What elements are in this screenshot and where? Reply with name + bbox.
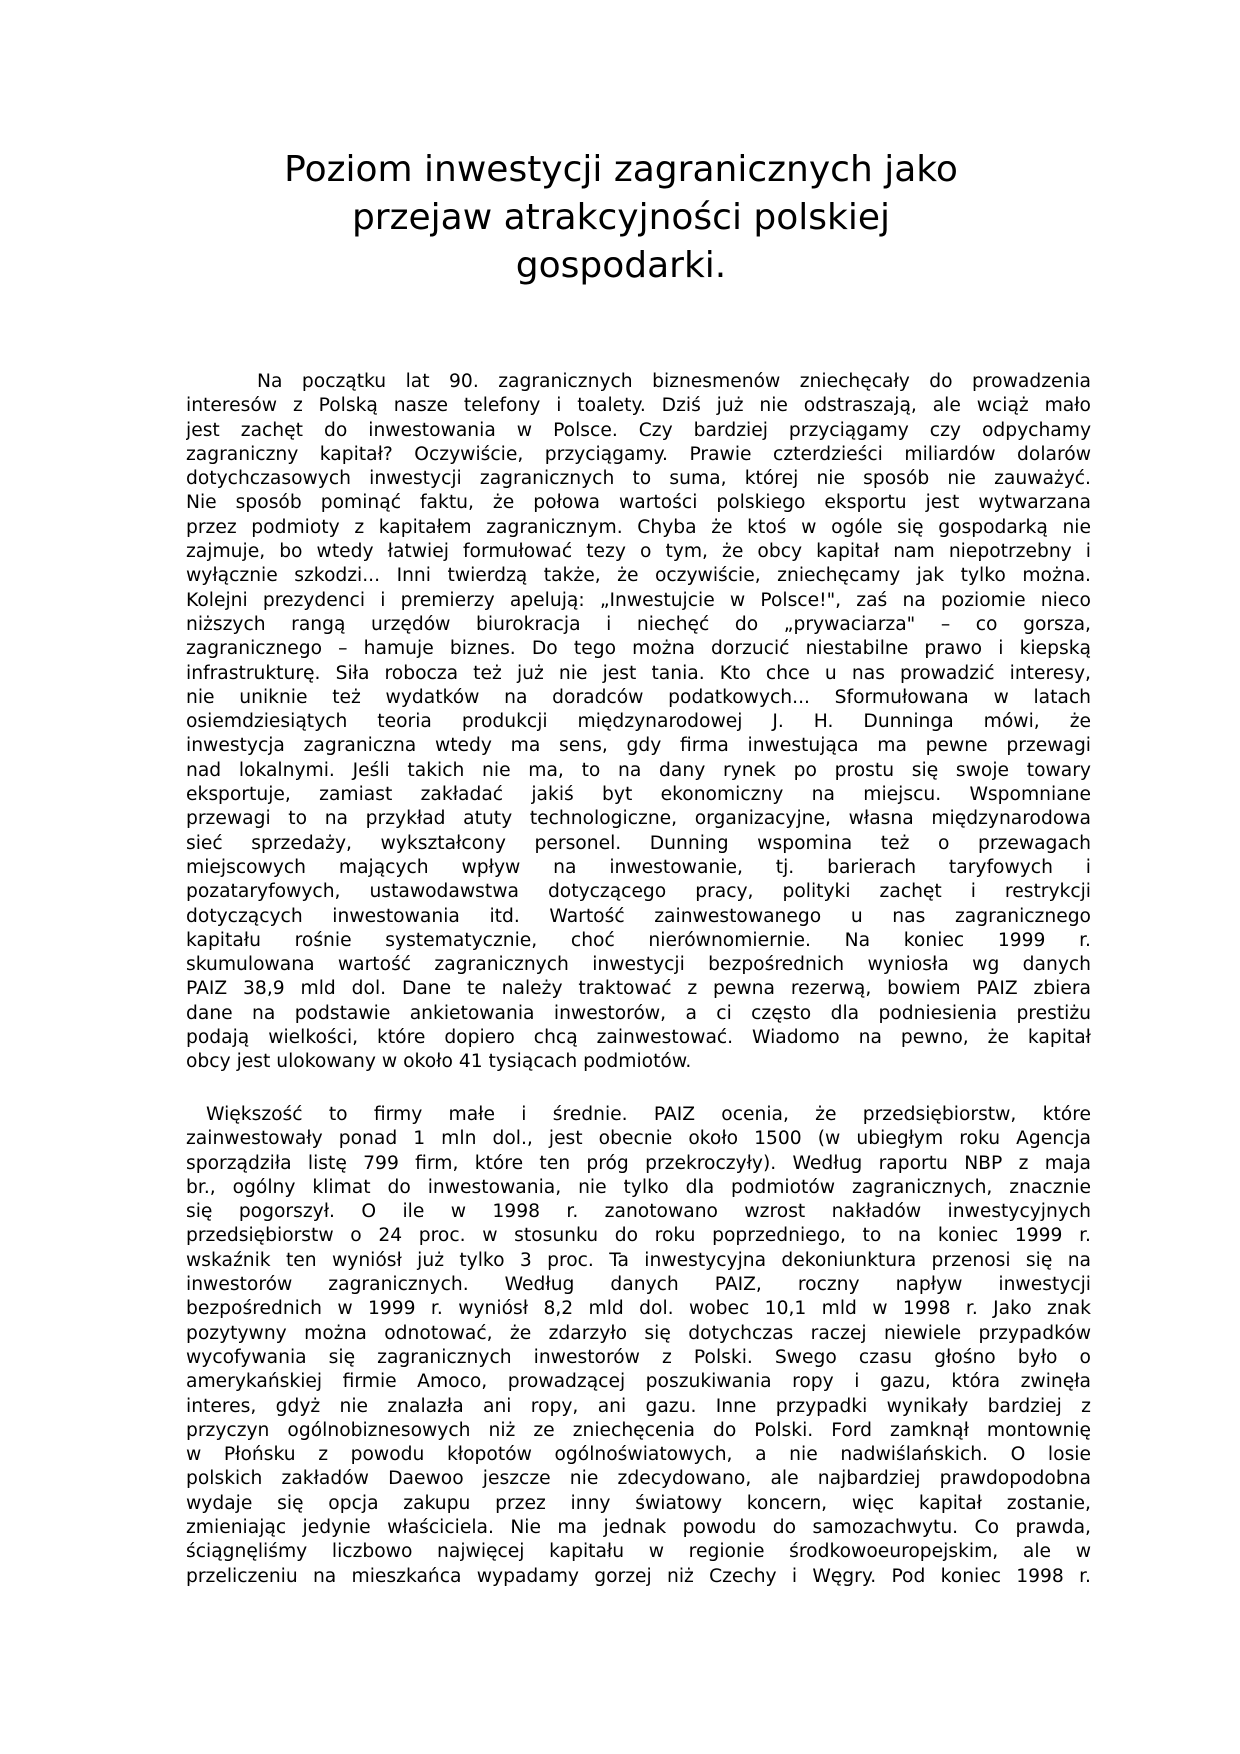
- paragraph-line: bezpośrednich w 1999 r. wyniósł 8,2 mld dol. wobec 10,1 mld w 1998 r. Jako znak: [186, 1298, 1091, 1320]
- paragraph-line: br., ogólny klimat do inwestowania, nie tylko dla podmiotów zagranicznych, znacznie: [186, 1176, 1091, 1198]
- paragraph-line: zmieniając jedynie właściciela. Nie ma jednak powodu do samozachwytu. Co prawda,: [186, 1517, 1091, 1539]
- paragraph-line: podają wielkości, które dopiero chcą zainwestować. Wiadomo na pewno, że kapitał: [186, 1027, 1091, 1049]
- paragraph-line: Większość to firmy małe i średnie. PAIZ ocenia, że przedsiębiorstw, które: [206, 1104, 1091, 1125]
- title-line: Poziom inwestycji zagranicznych jako: [284, 149, 958, 190]
- paragraph-line: zajmuje, bo wtedy łatwiej formułować tezy o tym, że obcy kapitał nam niepotrzebny i: [186, 541, 1091, 563]
- paragraph-line: przewagi to na przykład atuty technologiczne, organizacyjne, własna międzynarodowa: [186, 808, 1091, 830]
- paragraph-line: dotyczących inwestowania itd. Wartość zainwestowanego u nas zagranicznego: [186, 905, 1091, 927]
- paragraph-line: nad lokalnymi. Jeśli takich nie ma, to na dany rynek po prostu się swoje towary: [186, 759, 1091, 781]
- paragraph-line: wydaje się opcja zakupu przez inny światowy koncern, więc kapitał zostanie,: [186, 1492, 1091, 1514]
- paragraph-line: amerykańskiej firmie Amoco, prowadzącej poszukiwania ropy i gazu, która zwinęła: [186, 1371, 1091, 1393]
- paragraph-line: nie uniknie też wydatków na doradców podatkowych... Sformułowana w latach: [186, 686, 1091, 708]
- paragraph-line: wskaźnik ten wyniósł już tylko 3 proc. Ta inwestycyjna dekoniunktura przenosi się na: [186, 1249, 1091, 1271]
- paragraph-line: zagranicznego – hamuje biznes. Do tego można dorzucić niestabilne prawo i kiepską: [186, 638, 1091, 660]
- paragraph-line: inwestorów zagranicznych. Według danych PAIZ, roczny napływ inwestycji: [186, 1274, 1091, 1296]
- paragraph-line: sporządziła listę 799 firm, które ten próg przekroczyły). Według raportu NBP z maja: [186, 1152, 1091, 1174]
- paragraph-line: dane na podstawie ankietowania inwestorów, a ci często dla podniesienia prestiżu: [186, 1002, 1091, 1024]
- paragraph-line: przeliczeniu na mieszkańca wypadamy gorzej niż Czechy i Węgry. Pod koniec 1998 r.: [186, 1565, 1091, 1587]
- paragraph-line: jest zachęt do inwestowania w Polsce. Czy bardziej przyciągamy czy odpychamy: [186, 419, 1091, 441]
- paragraph-line: PAIZ 38,9 mld dol. Dane te należy traktować z pewna rezerwą, bowiem PAIZ zbiera: [186, 978, 1091, 1000]
- document-title: [186, 146, 1056, 290]
- title-line: przejaw atrakcyjności polskiej: [351, 197, 891, 238]
- paragraph-line: interesów z Polską nasze telefony i toalety. Dziś już nie odstraszają, ale wciąż mało: [186, 395, 1091, 417]
- paragraph-line: przyczyn ogólnobiznesowych niż ze zniechęcenia do Polski. Ford zamknął montownię: [186, 1419, 1091, 1441]
- paragraph-line: Na początku lat 90. zagranicznych biznesmenów zniechęcały do prowadzenia: [257, 371, 1091, 392]
- title-line: gospodarki.: [515, 245, 727, 286]
- paragraph-line: kapitału rośnie systematycznie, choć nierównomiernie. Na koniec 1999 r.: [186, 929, 1091, 951]
- paragraph-line: zainwestowały ponad 1 mln dol., jest obecnie około 1500 (w ubiegłym roku Agencja: [186, 1128, 1091, 1150]
- paragraph-line: osiemdziesiątych teoria produkcji międzynarodowej J. H. Dunninga mówi, że: [186, 711, 1091, 733]
- paragraph-line: wycofywania się zagranicznych inwestorów z Polski. Swego czasu głośno było o: [186, 1346, 1091, 1368]
- paragraph-line: wyłącznie szkodzi... Inni twierdzą także, że oczywiście, zniechęcamy jak tylko można.: [186, 565, 1091, 587]
- body-paragraph-2: [186, 1103, 1091, 1589]
- paragraph-line: pozataryfowych, ustawodawstwa dotyczącego pracy, polityki zachęt i restrykcji: [186, 881, 1091, 903]
- paragraph-line: w Płońsku z powodu kłopotów ogólnoświatowych, a nie nadwiślańskich. O losie: [186, 1444, 1091, 1466]
- paragraph-line: przez podmioty z kapitałem zagranicznym. Chyba że ktoś w ogóle się gospodarką nie: [186, 516, 1091, 538]
- paragraph-line: infrastrukturę. Siła robocza też już nie jest tania. Kto chce u nas prowadzić interesy,: [186, 662, 1091, 684]
- body-paragraph-1: [186, 370, 1091, 1075]
- paragraph-line: zagraniczny kapitał? Oczywiście, przyciągamy. Prawie czterdzieści miliardów dolarów: [186, 443, 1091, 465]
- paragraph-line: eksportuje, zamiast zakładać jakiś byt ekonomiczny na miejscu. Wspomniane: [186, 784, 1091, 806]
- paragraph-line: interes, gdyż nie znalazła ani ropy, ani gazu. Inne przypadki wynikały bardziej z: [186, 1395, 1091, 1417]
- paragraph-line: inwestycja zagraniczna wtedy ma sens, gdy firma inwestująca ma pewne przewagi: [186, 735, 1091, 757]
- paragraph-line: przedsiębiorstw o 24 proc. w stosunku do roku poprzedniego, to na koniec 1999 r.: [186, 1225, 1091, 1247]
- paragraph-line: dotychczasowych inwestycji zagranicznych to suma, której nie sposób nie zauważyć.: [186, 468, 1091, 490]
- paragraph-line: Kolejni prezydenci i premierzy apelują: „Inwestujcie w Polsce!", zaś na poziomie nieco: [186, 589, 1091, 611]
- paragraph-line: miejscowych mających wpływ na inwestowanie, tj. barierach taryfowych i: [186, 856, 1091, 878]
- paragraph-line: niższych rangą urzędów biurokracja i niechęć do „prywaciarza" – co gorsza,: [186, 613, 1091, 635]
- paragraph-line: obcy jest ulokowany w około 41 tysiącach podmiotów.: [186, 1051, 692, 1073]
- paragraph-line: skumulowana wartość zagranicznych inwestycji bezpośrednich wyniosła wg danych: [186, 954, 1091, 976]
- paragraph-line: ściągnęliśmy liczbowo najwięcej kapitału w regionie środkowoeuropejskim, ale w: [186, 1541, 1091, 1563]
- paragraph-line: sieć sprzedaży, wykształcony personel. Dunning wspomina też o przewagach: [186, 832, 1091, 854]
- paragraph-line: się pogorszył. O ile w 1998 r. zanotowano wzrost nakładów inwestycyjnych: [186, 1201, 1091, 1223]
- paragraph-line: pozytywny można odnotować, że zdarzyło się dotychczas raczej niewiele przypadków: [186, 1322, 1091, 1344]
- paragraph-line: Nie sposób pominąć faktu, że połowa wartości polskiego eksportu jest wytwarzana: [186, 492, 1091, 514]
- paragraph-line: polskich zakładów Daewoo jeszcze nie zdecydowano, ale najbardziej prawdopodobna: [186, 1468, 1091, 1490]
